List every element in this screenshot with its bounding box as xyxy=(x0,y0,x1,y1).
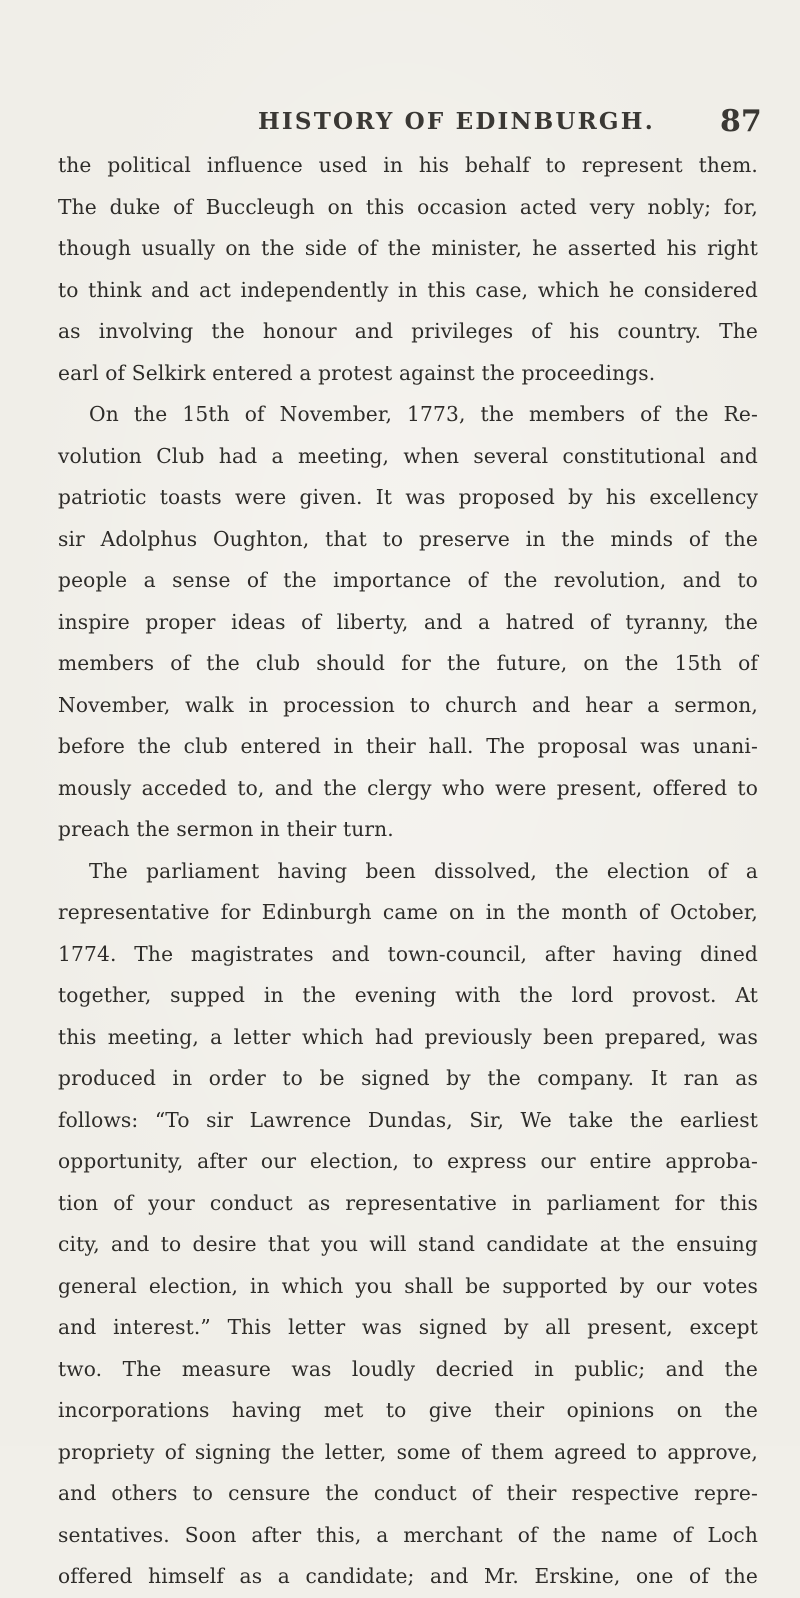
text-line: and interest.” This letter was signed by all present, except xyxy=(58,1315,758,1339)
text-line: incorporations having met to give their opinions on the xyxy=(58,1398,758,1422)
text-line: representative for Edinburgh came on in the month of October, xyxy=(58,900,758,924)
text-line: 1774. The magistrates and town-council, after having dined xyxy=(58,941,758,966)
text-line: though usually on the side of the minister, he asserted his right xyxy=(58,236,758,260)
text-line: together, supped in the evening with the lord provost. At xyxy=(58,983,758,1007)
text-line: follows: “To sir Lawrence Dundas, Sir, We take the earliest xyxy=(58,1107,758,1132)
text-line: The parliament having been dissolved, the election of a xyxy=(89,858,758,883)
text-line: members of the club should for the future, on the 15th of xyxy=(58,651,758,675)
text-line: people a sense of the importance of the revolution, and to xyxy=(58,568,758,592)
text-line: and others to censure the conduct of their respective repre- xyxy=(58,1481,758,1505)
text-line: sir Adolphus Oughton, that to preserve in the minds of the xyxy=(58,526,758,551)
body-text xyxy=(58,145,758,1598)
text-line: volution Club had a meeting, when several constitutional and xyxy=(58,443,758,468)
text-line: offered himself as a candidate; and Mr. Erskine, one of the xyxy=(58,1564,758,1588)
text-line: general election, in which you shall be supported by our votes xyxy=(58,1273,758,1298)
text-line: inspire proper ideas of liberty, and a hatred of tyranny, the xyxy=(58,609,758,634)
text-line: this meeting, a letter which had previously been prepared, was xyxy=(58,1024,758,1049)
text-line: preach the sermon in their turn. xyxy=(58,817,394,841)
text-line: two. The measure was loudly decried in public; and the xyxy=(58,1356,758,1381)
text-line: city, and to desire that you will stand candidate at the ensuing xyxy=(58,1232,758,1256)
text-line: tion of your conduct as representative in parliament for this xyxy=(58,1190,758,1215)
text-line: mously acceded to, and the clergy who were present, offered to xyxy=(58,775,758,800)
page-number: 87 xyxy=(720,104,762,139)
text-line: the political influence used in his behalf to represent them. xyxy=(58,153,758,177)
text-line: sentatives. Soon after this, a merchant of the name of Loch xyxy=(58,1522,758,1547)
text-line: patriotic toasts were given. It was proposed by his excellency xyxy=(58,485,758,509)
text-line: The duke of Buccleugh on this occasion acted very nobly; for, xyxy=(58,194,758,219)
text-line: as involving the honour and privileges of his country. The xyxy=(58,319,758,343)
page-header xyxy=(0,104,800,148)
text-line: November, walk in procession to church and hear a sermon, xyxy=(58,692,758,717)
text-line: propriety of signing the letter, some of them agreed to approve, xyxy=(58,1439,758,1464)
text-line: opportunity, after our election, to express our entire approba- xyxy=(58,1149,758,1173)
text-line: before the club entered in their hall. The proposal was unani- xyxy=(58,734,758,758)
text-line: produced in order to be signed by the company. It ran as xyxy=(58,1066,758,1090)
text-line: to think and act independently in this case, which he considered xyxy=(58,277,758,302)
text-line: earl of Selkirk entered a protest against the proceedings. xyxy=(58,360,656,385)
running-head: HISTORY OF EDINBURGH. xyxy=(258,108,655,135)
text-line: On the 15th of November, 1773, the members of the Re- xyxy=(89,402,758,426)
